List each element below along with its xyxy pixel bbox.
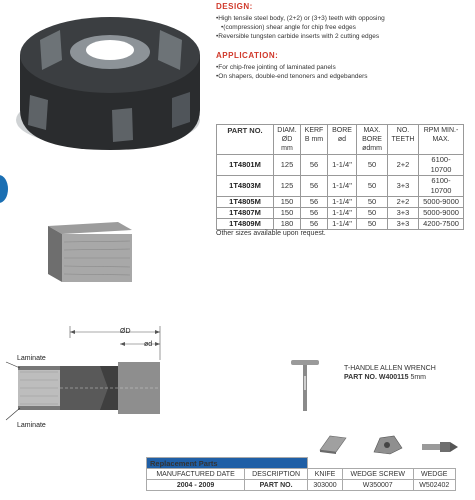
max-bore-value: 50: [357, 208, 388, 219]
table-row: [217, 208, 464, 219]
bore-value: 1-1/4": [328, 176, 357, 197]
replacement-header-row: [147, 469, 456, 480]
design-heading: DESIGN:: [216, 2, 253, 11]
table-row: [217, 197, 464, 208]
bore-value: 1-1/4": [328, 208, 357, 219]
rpm-value: 4200-7500: [419, 219, 464, 230]
spec-table-header: [217, 125, 464, 155]
wrench-title: T-HANDLE ALLEN WRENCH: [344, 365, 436, 372]
cutterhead-photo: [0, 0, 210, 170]
col-rpm: RPM MIN.-MAX.: [419, 125, 464, 155]
application-bullets: [216, 63, 471, 81]
application-heading: APPLICATION:: [216, 51, 279, 60]
application-bullet: • For chip-free jointing of laminated panels: [216, 63, 471, 72]
availability-note: Other sizes available upon request.: [216, 230, 326, 237]
replacement-title: Replacement Parts: [147, 458, 308, 469]
kerf-value: 56: [301, 219, 328, 230]
cutter-cross-section-diagram: [0, 320, 185, 432]
bore-value: 1-1/4": [328, 197, 357, 208]
diam-value: 125: [274, 176, 301, 197]
teeth-value: 2+2: [388, 155, 419, 176]
col-kerf: KERF B mm: [301, 125, 328, 155]
manufactured-date: 2004 - 2009: [147, 480, 245, 491]
page-edge-tab: [0, 175, 8, 203]
col-teeth: NO. TEETH: [388, 125, 419, 155]
col-manufactured-date: MANUFACTURED DATE: [147, 469, 245, 480]
wedge-screw-part: W350007: [342, 480, 413, 491]
bore-value: 1-1/4": [328, 219, 357, 230]
diam-value: 150: [274, 208, 301, 219]
part-number: 1T4807M: [217, 208, 274, 219]
wrench-size: 5mm: [410, 374, 426, 381]
design-bullets: [216, 14, 471, 41]
laminate-label-bottom: Laminate: [17, 422, 46, 429]
design-bullet: • Reversible tungsten carbide inserts with 2 cutting edges: [216, 32, 471, 41]
laminate-label-top: Laminate: [17, 355, 46, 362]
laminated-panel-image: [40, 212, 140, 292]
teeth-value: 2+2: [388, 197, 419, 208]
col-bore: BORE ød: [328, 125, 357, 155]
max-bore-value: 50: [357, 219, 388, 230]
table-row: [217, 155, 464, 176]
col-knife: KNIFE: [308, 469, 343, 480]
kerf-value: 56: [301, 208, 328, 219]
design-section: [216, 2, 471, 41]
part-number: 1T4809M: [217, 219, 274, 230]
rpm-value: 5000-9000: [419, 197, 464, 208]
max-bore-value: 50: [357, 155, 388, 176]
knife-insert-icon: [316, 432, 350, 456]
wedge-part: W502402: [413, 480, 456, 491]
wrench-part-number: W400115: [378, 374, 409, 381]
bore-value: 1-1/4": [328, 155, 357, 176]
knife-part: 303000: [308, 480, 343, 491]
col-description: DESCRIPTION: [245, 469, 308, 480]
replacement-title-row: [147, 458, 456, 469]
design-bullet: • (compression) shear angle for chip free edges: [216, 23, 471, 32]
wrench-part-prefix: PART NO.: [344, 374, 377, 381]
teeth-value: 3+3: [388, 219, 419, 230]
wedge-screw-icon: [370, 432, 406, 458]
spec-table: [216, 124, 464, 230]
col-wedge: WEDGE: [413, 469, 456, 480]
t-handle-wrench-image: [285, 356, 325, 414]
col-max-bore: MAX. BORE ødmm: [357, 125, 388, 155]
diam-value: 150: [274, 197, 301, 208]
diam-value: 180: [274, 219, 301, 230]
part-number: 1T4805M: [217, 197, 274, 208]
od-label: ØD: [120, 328, 131, 335]
col-wedge-screw: WEDGE SCREW: [342, 469, 413, 480]
application-bullet: • On shapers, double-end tenoners and edgebanders: [216, 72, 471, 81]
design-bullet: • High tensile steel body, (2+2) or (3+3) teeth with opposing: [216, 14, 471, 23]
diam-value: 125: [274, 155, 301, 176]
max-bore-value: 50: [357, 176, 388, 197]
rpm-value: 5000-9000: [419, 208, 464, 219]
application-section: [216, 51, 471, 81]
table-row: [147, 480, 456, 491]
bore-label: ød: [144, 341, 153, 348]
description: PART NO.: [245, 480, 308, 491]
kerf-value: 56: [301, 197, 328, 208]
rpm-value: 6100-10700: [419, 176, 464, 197]
part-number: 1T4803M: [217, 176, 274, 197]
wrench-caption: [344, 364, 436, 382]
max-bore-value: 50: [357, 197, 388, 208]
wrench-part-line: [344, 373, 436, 382]
wedge-icon: [420, 438, 460, 456]
table-row: [217, 176, 464, 197]
part-number: 1T4801M: [217, 155, 274, 176]
replacement-parts-table: [146, 457, 456, 491]
col-part: PART NO.: [217, 125, 274, 155]
teeth-value: 3+3: [388, 208, 419, 219]
teeth-value: 3+3: [388, 176, 419, 197]
kerf-value: 56: [301, 155, 328, 176]
col-diam: DIAM. ØD mm: [274, 125, 301, 155]
kerf-value: 56: [301, 176, 328, 197]
rpm-value: 6100-10700: [419, 155, 464, 176]
table-row: [217, 219, 464, 230]
